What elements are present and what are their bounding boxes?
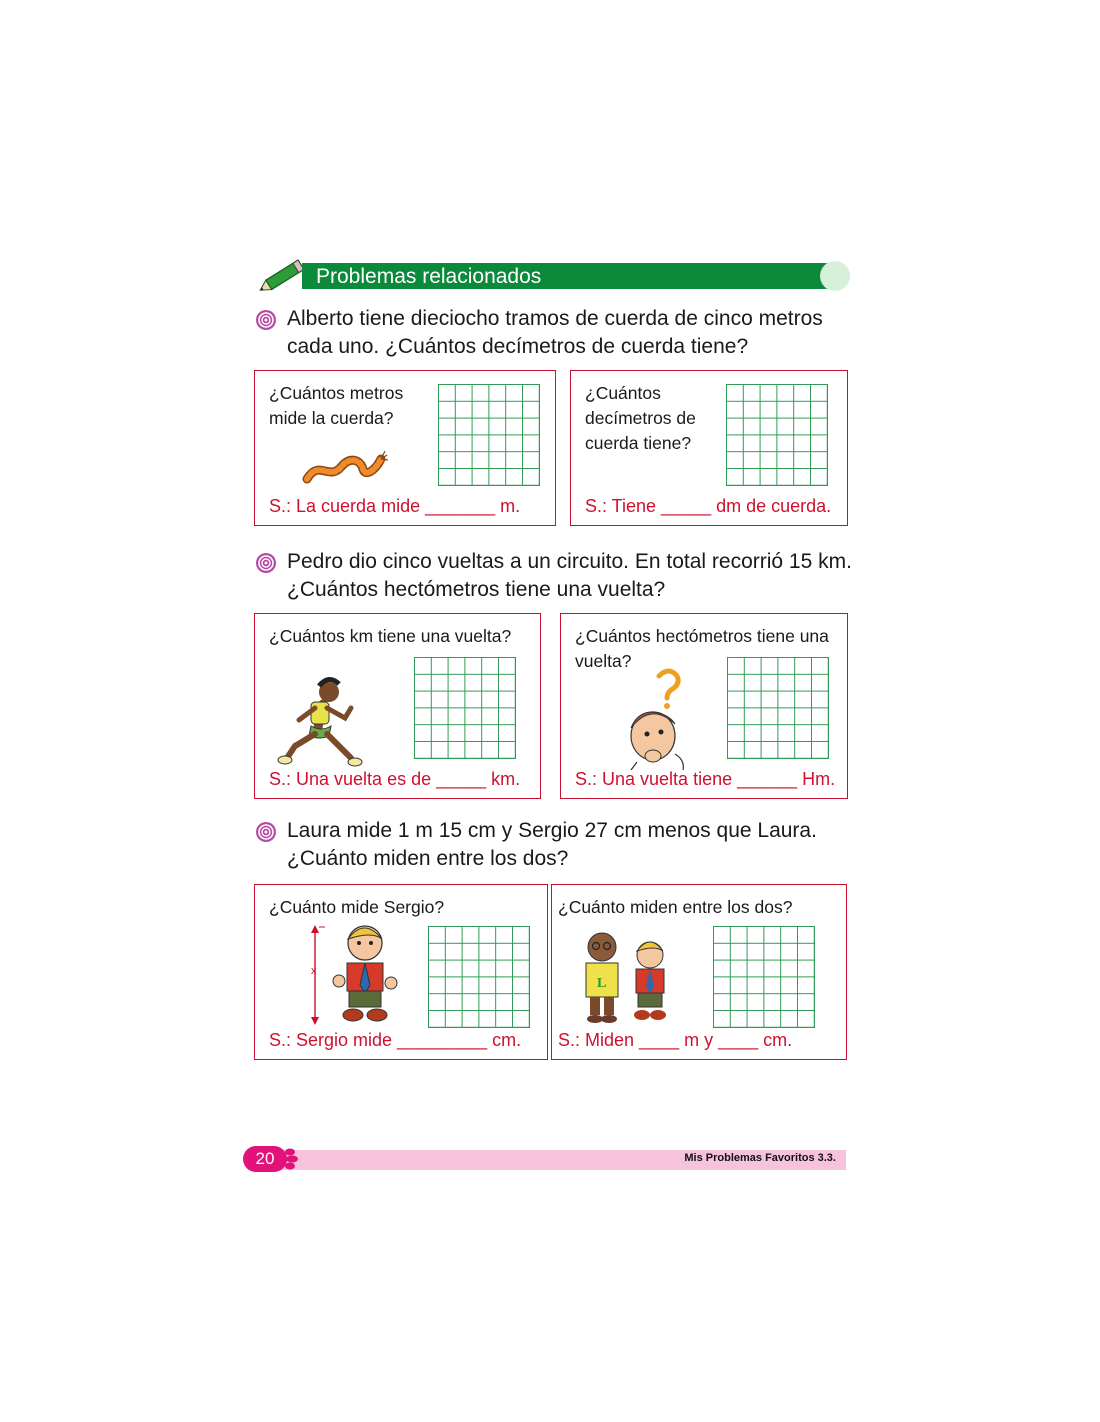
problem-1-right-box	[570, 370, 848, 526]
box-prompt	[558, 895, 792, 920]
prompt-line: vuelta?	[575, 651, 632, 671]
section-header	[254, 259, 848, 293]
girl-and-boy-icon	[576, 929, 676, 1025]
calc-grid[interactable]	[428, 926, 530, 1028]
page-number: 20	[243, 1146, 287, 1172]
box-prompt	[269, 895, 444, 920]
shirt-letter: L	[597, 976, 607, 991]
box-prompt	[269, 381, 403, 431]
prompt-line: mide la cuerda?	[269, 408, 394, 428]
prompt-line: ¿Cuántos hectómetros tiene una	[575, 626, 829, 646]
problem-3-right-box	[551, 884, 847, 1060]
answer-line: S.: Tiene _____ dm de cuerda.	[585, 496, 832, 516]
calc-grid[interactable]	[726, 384, 828, 486]
answer-line: S.: La cuerda mide _______ m.	[269, 496, 521, 516]
header-bar-end	[820, 261, 850, 291]
answer-line: S.: Miden ____ m y ____ cm.	[558, 1030, 793, 1050]
prompt-line: ¿Cuántos km tiene una vuelta?	[269, 626, 512, 646]
problem-3-text	[287, 817, 857, 873]
problem-2-line-1: Pedro dio cinco vueltas a un circuito. En total recorrió 15 km.	[287, 550, 852, 573]
answer-line: S.: Una vuelta es de _____ km.	[269, 769, 521, 789]
boy-icon	[329, 921, 399, 1025]
calc-grid[interactable]	[414, 657, 516, 759]
problem-1-text	[287, 305, 857, 361]
measure-label: x	[311, 965, 317, 977]
prompt-line: cuerda tiene?	[585, 433, 692, 453]
prompt-line: ¿Cuántos	[585, 383, 661, 403]
box-prompt	[585, 381, 696, 456]
calc-grid[interactable]	[727, 657, 829, 759]
book-title: Mis Problemas Favoritos 3.3.	[684, 1152, 836, 1164]
problem-2-right-box	[560, 613, 848, 799]
spiral-bullet-icon	[255, 309, 277, 331]
answer-line: S.: Una vuelta tiene ______ Hm.	[575, 769, 836, 789]
prompt-line: decímetros de	[585, 408, 696, 428]
calc-grid[interactable]	[713, 926, 815, 1028]
prompt-line: ¿Cuánto miden entre los dos?	[558, 897, 793, 917]
problem-1-left-box	[254, 370, 556, 526]
answer-line: S.: Sergio mide _________ cm.	[269, 1030, 522, 1050]
section-title: Problemas relacionados	[316, 265, 542, 288]
spiral-bullet-icon	[255, 821, 277, 843]
problem-3-left-box	[254, 884, 548, 1060]
runner-icon	[277, 674, 369, 774]
prompt-line: ¿Cuántos metros	[269, 383, 404, 403]
thinking-boy-icon	[623, 666, 693, 770]
problem-3-line-1: Laura mide 1 m 15 cm y Sergio 27 cm menos que Laura.	[287, 819, 817, 842]
box-prompt	[269, 624, 511, 649]
prompt-line: ¿Cuánto mide Sergio?	[269, 897, 445, 917]
rope-icon	[301, 441, 391, 491]
calc-grid[interactable]	[438, 384, 540, 486]
problem-2-text	[287, 548, 857, 604]
spiral-bullet-icon	[255, 552, 277, 574]
problem-3-line-2: ¿Cuánto miden entre los dos?	[287, 847, 569, 870]
problem-2-line-2: ¿Cuántos hectómetros tiene una vuelta?	[287, 578, 666, 601]
problem-1-line-1: Alberto tiene dieciocho tramos de cuerda de cinco metros	[287, 307, 823, 330]
problem-2-left-box	[254, 613, 541, 799]
problem-1-line-2: cada uno. ¿Cuántos decímetros de cuerda tiene?	[287, 335, 749, 358]
